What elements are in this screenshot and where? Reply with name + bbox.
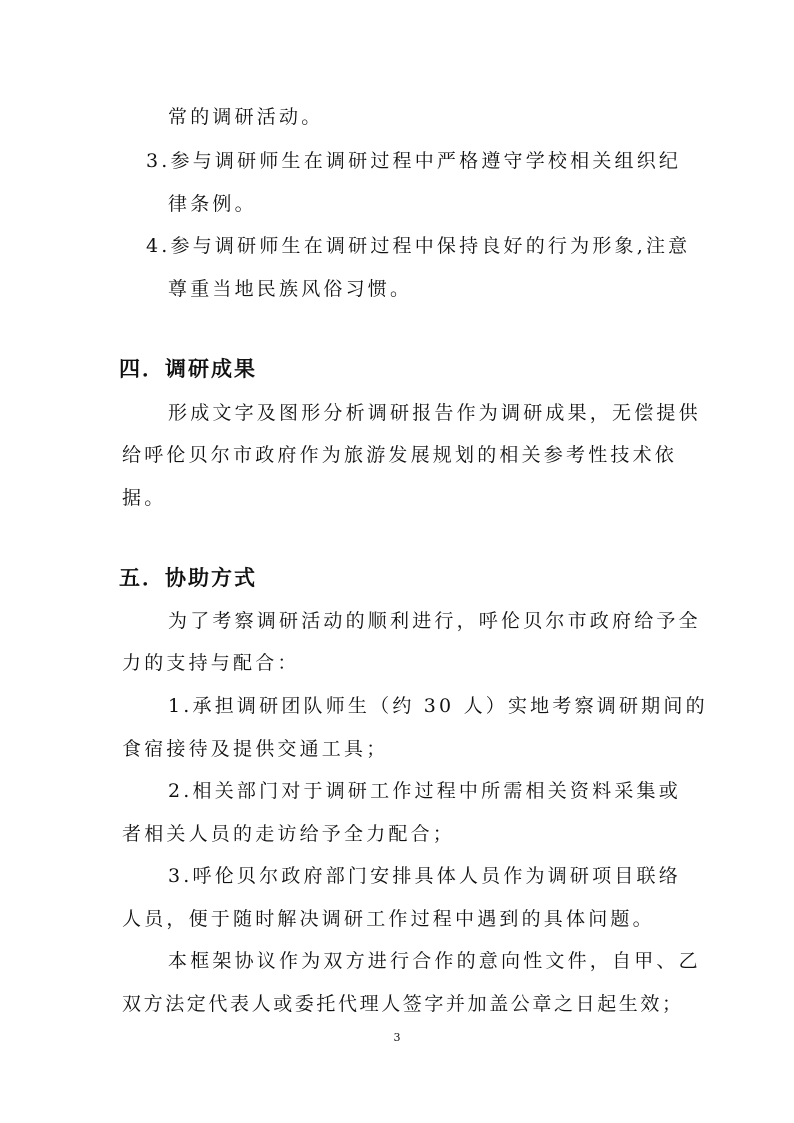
section-5-item-2-line-2: 者相关人员的走访给予全力配合；	[122, 823, 456, 845]
section-5-item-1-line-2: 食宿接待及提供交通工具；	[122, 738, 389, 760]
list-item-3-line-1: 3.参与调研师生在调研过程中严格遵守学校相关组织纪	[146, 150, 682, 172]
list-item-4-line-1: 4.参与调研师生在调研过程中保持良好的行为形象,注意	[146, 235, 691, 257]
list-continuation-line: 常的调研活动。	[168, 106, 324, 128]
section-5-item-3-line-2: 人员，便于随时解决调研工作过程中遇到的具体问题。	[122, 908, 655, 930]
list-item-3-line-2: 律条例。	[168, 193, 257, 215]
section-5-item-1-line-1: 1.承担调研团队师生（约 30 人）实地考察调研期间的	[168, 695, 708, 717]
section-4-heading: 四．调研成果	[119, 357, 257, 381]
section-5-item-3-line-1: 3.呼伦贝尔政府部门安排具体人员作为调研项目联络	[168, 865, 681, 887]
section-4-paragraph-line-2: 给呼伦贝尔市政府作为旅游发展规划的相关参考性技术依	[122, 444, 678, 466]
section-5-item-2-line-1: 2.相关部门对于调研工作过程中所需相关资料采集或	[168, 780, 681, 802]
list-item-4-line-2: 尊重当地民族风俗习惯。	[168, 278, 413, 300]
closing-paragraph-line-2: 双方法定代表人或委托代理人签字并加盖公章之日起生效；	[122, 993, 684, 1015]
section-5-heading: 五．协助方式	[119, 566, 257, 590]
section-5-intro-line-2: 力的支持与配合：	[122, 652, 300, 674]
page-number: 3	[393, 1031, 401, 1044]
closing-paragraph-line-1: 本框架协议作为双方进行合作的意向性文件，自甲、乙	[168, 950, 701, 972]
section-5-intro-line-1: 为了考察调研活动的顺利进行，呼伦贝尔市政府给予全	[168, 610, 701, 632]
section-4-paragraph-line-1: 形成文字及图形分析调研报告作为调研成果，无偿提供	[168, 402, 701, 424]
section-4-paragraph-line-3: 据。	[122, 487, 167, 509]
